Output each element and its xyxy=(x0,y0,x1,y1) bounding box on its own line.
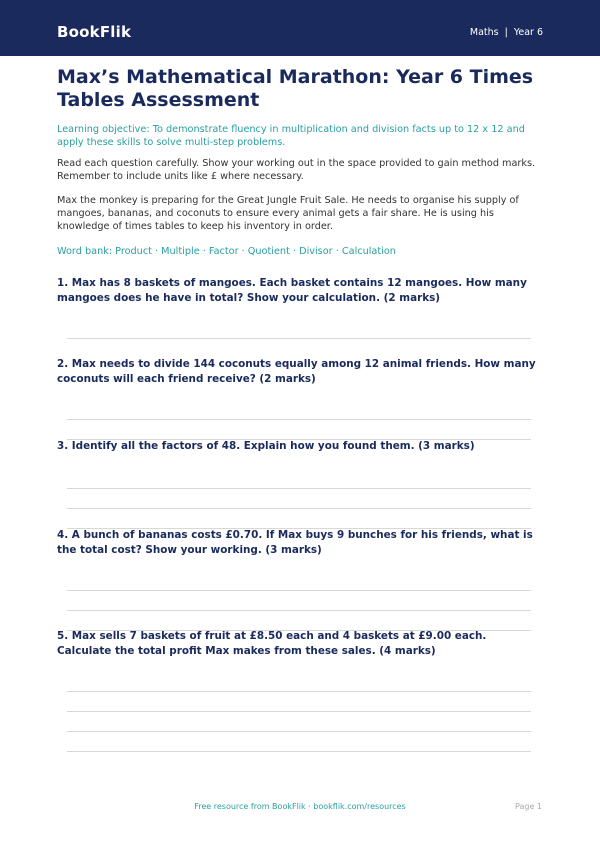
year-label: Year 6 xyxy=(513,27,543,38)
header-meta xyxy=(470,27,543,39)
question-1: 1. Max has 8 baskets of mangoes. Each basket contains 12 mangoes. How many mangoes does he have in total? Show your calculation. (2 marks) xyxy=(57,277,527,304)
page-number: Page 1 xyxy=(515,802,542,811)
answer-line[interactable] xyxy=(67,731,531,732)
instructions-text: Read each question carefully. Show your working out in the space provided to gain method marks. Remember to include units like £ where necessary. xyxy=(57,158,536,182)
word-bank: Word bank: Product · Multiple · Factor · Quotient · Divisor · Calculation xyxy=(57,246,396,257)
answer-line[interactable] xyxy=(67,590,531,591)
answer-line[interactable] xyxy=(67,338,531,339)
answer-line[interactable] xyxy=(67,691,531,692)
answer-line[interactable] xyxy=(67,508,531,509)
question-3: 3. Identify all the factors of 48. Explain how you found them. (3 marks) xyxy=(57,440,475,452)
page-title: Max’s Mathematical Marathon: Year 6 Times Tables Assessment xyxy=(57,66,534,111)
brand-logo[interactable]: BookFlik xyxy=(57,23,132,41)
footer-link[interactable]: Free resource from BookFlik · bookflik.com/resources xyxy=(194,802,406,811)
page-header xyxy=(0,0,600,56)
answer-line[interactable] xyxy=(67,711,531,712)
question-2: 2. Max needs to divide 144 coconuts equally among 12 animal friends. How many coconuts will each friend receive? (2 marks) xyxy=(57,358,536,385)
question-5: 5. Max sells 7 baskets of fruit at £8.50 each and 4 baskets at £9.00 each. Calculate the total profit Max makes from these sales. (4 marks) xyxy=(57,630,487,657)
intro-text: Max the monkey is preparing for the Great Jungle Fruit Sale. He needs to organise his supply of mangoes, bananas, and coconuts to ensure every animal gets a fair share. He is using his knowledge of times tables to keep his inventory in order. xyxy=(57,195,519,232)
question-4: 4. A bunch of bananas costs £0.70. If Max buys 9 bunches for his friends, what is the total cost? Show your working. (3 marks) xyxy=(57,529,533,556)
subject-label: Maths xyxy=(469,27,499,38)
answer-line[interactable] xyxy=(67,751,531,752)
answer-line[interactable] xyxy=(67,610,531,611)
meta-separator: | xyxy=(504,27,508,38)
answer-line[interactable] xyxy=(67,419,531,420)
answer-line[interactable] xyxy=(67,488,531,489)
learning-objective: Learning objective: To demonstrate fluency in multiplication and division facts up to 12 x 12 and apply these skills to solve multi-step problems. xyxy=(57,124,525,148)
